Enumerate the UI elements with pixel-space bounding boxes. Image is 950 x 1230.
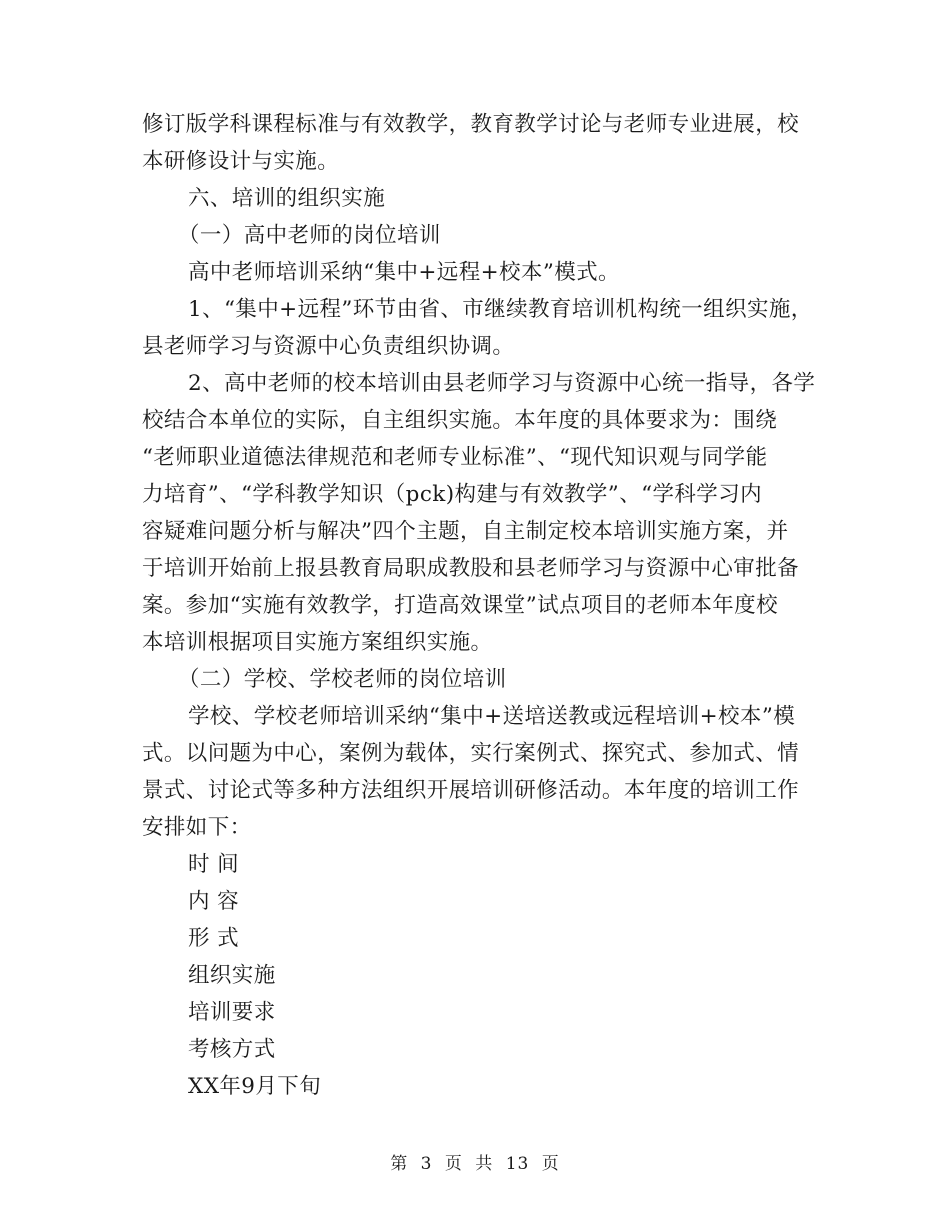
section-heading: 六、培训的组织实施 — [188, 186, 386, 211]
paragraph-line: 案。参加“实施有效教学，打造高效课堂”试点项目的老师本年度校 — [142, 593, 778, 618]
table-cell: 内 容 — [188, 889, 240, 914]
paragraph-line: 学校、学校老师培训采纳“集中+送培送教或远程培训+校本”模 — [188, 704, 796, 729]
subsection-heading: （二）学校、学校老师的岗位培训 — [178, 667, 507, 692]
table-cell: 形 式 — [188, 926, 240, 951]
table-cell: 时 间 — [188, 852, 240, 877]
paragraph-line: 1、“集中+远程”环节由省、市继续教育培训机构统一组织实施， — [188, 297, 813, 322]
paragraph-line: 本培训根据项目实施方案组织实施。 — [142, 630, 493, 655]
table-cell: 组织实施 — [188, 963, 276, 988]
paragraph-line: 容疑难问题分析与解决”四个主题，自主制定校本培训实施方案，并 — [142, 519, 789, 544]
table-cell: XX年9月下旬 — [188, 1074, 322, 1099]
paragraph-line: 景式、讨论式等多种方法组织开展培训研修活动。本年度的培训工作 — [142, 778, 800, 803]
paragraph-line: 校结合本单位的实际，自主组织实施。本年度的具体要求为：围绕 — [142, 408, 778, 433]
paragraph-line: 于培训开始前上报县教育局职成教股和县老师学习与资源中心审批备 — [142, 556, 800, 581]
page-number-footer: 第 3 页 共 13 页 — [390, 1154, 560, 1174]
paragraph-line: 本研修设计与实施。 — [142, 149, 340, 174]
paragraph-line: 式。以问题为中心，案例为载体，实行案例式、探究式、参加式、情 — [142, 741, 800, 766]
paragraph-line: 2、高中老师的校本培训由县老师学习与资源中心统一指导，各学 — [188, 371, 816, 396]
table-cell: 培训要求 — [188, 1000, 276, 1025]
paragraph-line: “老师职业道德法律规范和老师专业标准”、“现代知识观与同学能 — [142, 445, 768, 470]
paragraph-line: 高中老师培训采纳“集中+远程+校本”模式。 — [188, 260, 620, 285]
paragraph-line: 安排如下： — [142, 815, 252, 840]
table-cell: 考核方式 — [188, 1037, 276, 1062]
subsection-heading: （一）高中老师的岗位培训 — [178, 223, 441, 248]
paragraph-line: 修订版学科课程标准与有效教学，教育教学讨论与老师专业进展，校 — [142, 112, 800, 137]
paragraph-line: 力培育”、“学科教学知识（pck)构建与有效教学”、“学科学习内 — [142, 482, 762, 507]
paragraph-line: 县老师学习与资源中心负责组织协调。 — [142, 334, 515, 359]
